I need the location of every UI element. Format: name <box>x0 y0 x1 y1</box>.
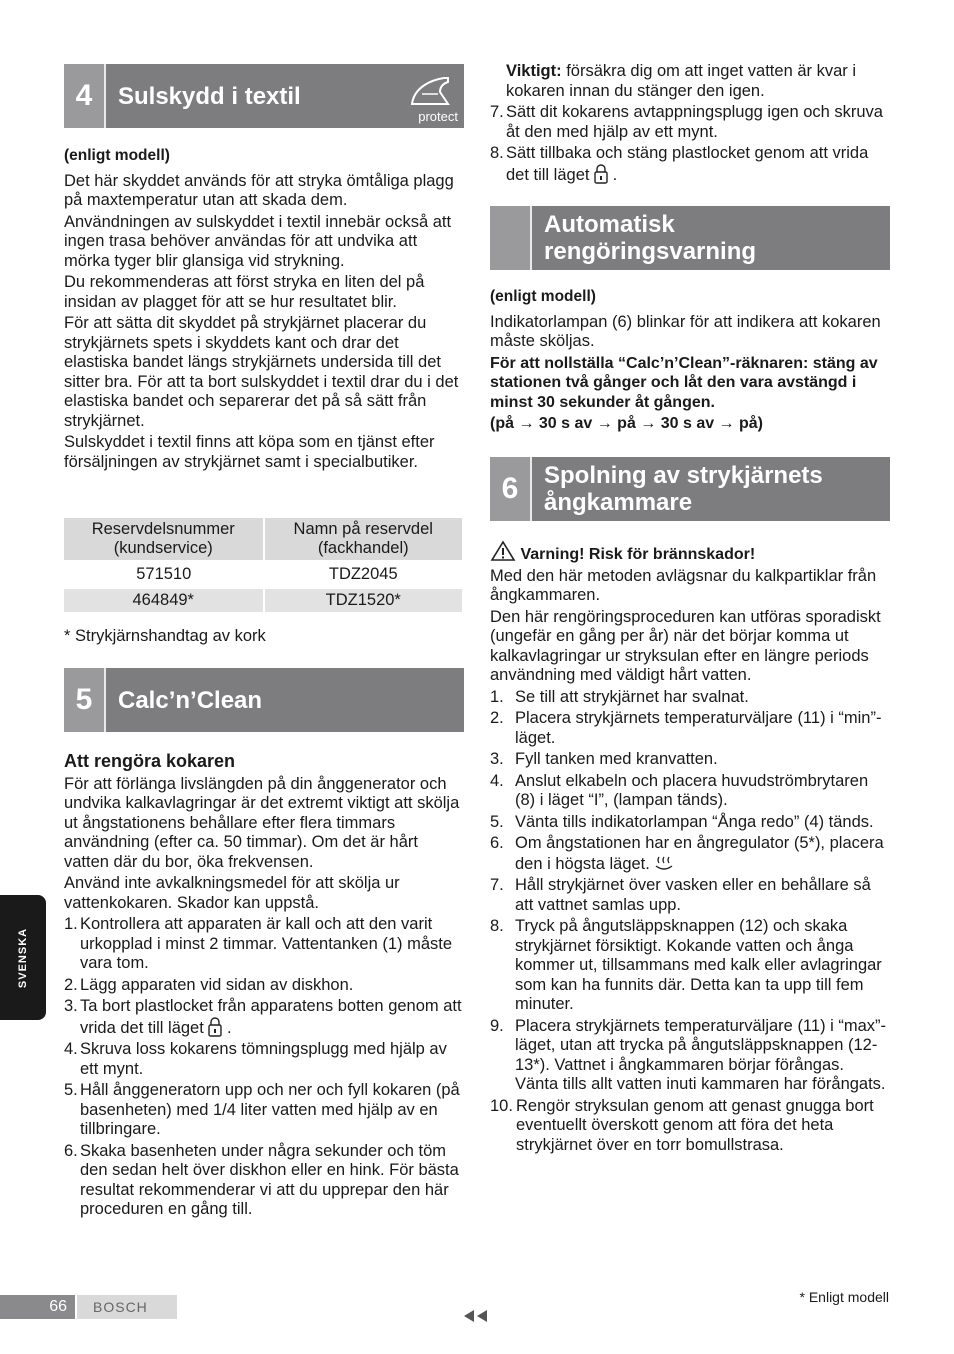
table-cell: 464849* <box>64 589 264 612</box>
model-note: (enligt modell) <box>490 288 596 305</box>
section-4-body <box>64 146 464 474</box>
spare-parts-table <box>64 518 464 612</box>
section-6a-header <box>490 206 890 270</box>
protect-label: protect <box>418 109 458 124</box>
paragraph: Med den här metoden avlägsnar du kalkpartiklar från ångkammaren. <box>490 566 877 604</box>
paragraph: För att nollställa “Calc’n’Clean”-räknaren: stäng av stationen två gånger och låt den vara avstängd i minst 30 sekunder åt gången. <box>490 354 878 411</box>
language-tab <box>0 895 46 1020</box>
list-item: 1. Kontrollera att apparaten är kall och att den varit urkopplad i minst 2 timmar. Vattentanken (1) måste vara tom. <box>64 915 453 972</box>
list-item: 1. Se till att strykjärnet har svalnat. <box>490 687 749 706</box>
list-item: 3. Ta bort plastlocket från apparatens botten genom att vrida det till läget . <box>64 997 462 1037</box>
subheading: Att rengöra kokaren <box>64 751 236 771</box>
list-item: 5. Vänta tills indikatorlampan “Ånga redo” (4) tänds. <box>490 812 874 831</box>
list-item: 4. Skruva loss kokarens tömningsplugg med hjälp av ett mynt. <box>64 1040 447 1078</box>
list-item: 7. Håll strykjärnet över vasken eller en behållare så att vattnet samlas upp. <box>490 876 871 914</box>
steps-list <box>490 103 890 185</box>
section-5-body <box>64 752 464 1222</box>
paragraph: (på → 30 s av → på → 30 s av → på) <box>490 415 763 432</box>
paragraph: Det här skyddet används för att stryka ömtåliga plagg på maxtemperatur utan att skada dem. <box>64 171 454 209</box>
important-label: Viktigt: <box>506 62 562 80</box>
table-row <box>64 560 463 589</box>
list-item: 5. Håll ånggeneratorn upp och ner och fyll kokaren (på basenheten) med 1/4 liter vatten med hjälp av en tillbringare. <box>64 1081 460 1138</box>
section-number: 4 <box>64 64 106 128</box>
list-item: 4. Anslut elkabeln och placera huvudströmbrytaren (8) i läget “I”, (lampan tänds). <box>490 771 869 809</box>
list-item: 8. Tryck på ångutsläppsknappen (12) och skaka strykjärnet försiktigt. Kokande vatten och ånga kommer ut, tillsammans med kalk eller avlagringar som kan ha funnits där. Detta kan ta upp till fem minuter. <box>490 917 882 1013</box>
section-number-blank <box>490 206 532 270</box>
paragraph: För att förlänga livslängden på din ånggenerator och undvika kalkavlagringar är det extremt viktigt att skölja ut ångstationens behållare efter flera timmars användning (efter ca. 50 timmar). Om det är hårt vatten där du bor, öka frekvensen. <box>64 774 460 871</box>
warning-line <box>490 540 890 565</box>
paragraph: Sulskyddet i textil finns att köpa som en tjänst efter försäljningen av strykjärnet samt i specialbutiker. <box>64 433 435 471</box>
section-6-body <box>490 540 890 1157</box>
list-item: 2. Placera strykjärnets temperaturväljare (11) i “min”-läget. <box>490 709 882 747</box>
list-item: 2. Lägg apparaten vid sidan av diskhon. <box>64 975 354 994</box>
section-6a-body <box>490 287 890 436</box>
table-header: Namn på reservdel (fackhandel) <box>264 518 464 560</box>
warning-text: Varning! Risk för brännskador! <box>520 546 756 563</box>
footer-note: * Enligt modell <box>799 1289 889 1305</box>
paragraph: Indikatorlampan (6) blinkar för att indikera att kokaren måste sköljas. <box>490 312 881 350</box>
section-4-header <box>64 64 464 128</box>
paragraph: Användningen av sulskyddet i textil innebär också att ingen trasa behöver användas för att undvika att mörka tyger blir glansiga vid strykning. <box>64 212 452 270</box>
paragraph: Du rekommenderas att först stryka en liten del på insidan av plagget för att se hur resultatet blir. <box>64 273 425 311</box>
section-5-header <box>64 668 464 732</box>
steam-icon <box>654 854 674 872</box>
lock-icon <box>594 164 608 184</box>
brand-label: BOSCH <box>77 1295 177 1319</box>
paragraph: Den här rengöringsproceduren kan utföras sporadiskt (ungefär en gång per år) när det börjar komma ut kalkavlagringar ur stryksulan efter en längre periods användning med väldigt hårt vatten. <box>490 607 881 684</box>
table-header: Reservdelsnummer (kundservice) <box>64 518 264 560</box>
section-number: 5 <box>64 668 106 732</box>
lock-icon <box>208 1017 222 1037</box>
important-note <box>490 62 890 101</box>
paragraph: Använd inte avkalkningsmedel för att skölja ur vattenkokaren. Skador kan uppstå. <box>64 874 400 912</box>
section-number: 6 <box>490 457 532 521</box>
list-item: 6. Om ångstationen har en ångregulator (5*), placera den i högsta läget. <box>490 834 884 873</box>
section-title: Automatisk rengöringsvarning <box>544 211 757 265</box>
important-text: försäkra dig om att inget vatten är kvar i kokaren innan du stänger den igen. <box>506 62 857 100</box>
steps-list <box>64 915 464 1220</box>
list-item: 7. Sätt dit kokarens avtappningsplugg igen och skruva åt den med hjälp av ett mynt. <box>490 103 883 141</box>
steps-list <box>490 688 890 1156</box>
language-label: SVENSKA <box>17 927 29 988</box>
section-title: Calc’n’Clean <box>118 686 263 714</box>
list-item: 6. Skaka basenheten under några sekunder och töm den sedan helt över diskhon eller en hink. För bästa resultat rekommenderar vi att du upprepar den här proceduren en gång till. <box>64 1141 459 1218</box>
warning-icon <box>490 540 516 562</box>
right-top-body <box>490 62 890 187</box>
model-note: (enligt modell) <box>64 147 170 164</box>
paragraph: För att sätta dit skyddet på strykjärnet placerar du strykjärnets spets i skyddets kant och drar det elastiska bandet längs strykjärnets undersida till det sitter bra. För att ta bort sulskyddet i textil drar du i det elastiska bandet och separerar det på så sätt från strykjärnet. <box>64 314 459 430</box>
table-cell: 571510 <box>136 565 192 583</box>
back-arrows-icon[interactable] <box>462 1308 490 1324</box>
list-item: 9. Placera strykjärnets temperaturväljare (11) i “max”-läget, utan att trycka på ångutsläppsknappen (12-13*). Vattnet i ångkammaren börjar förångas. Vänta tills allt vatten inuti kammaren har förångats. <box>490 1016 887 1093</box>
table-cell: TDZ1520* <box>264 589 464 612</box>
section-title: Spolning av strykjärnets ångkammare <box>544 462 823 516</box>
page-number: 66 <box>0 1295 75 1319</box>
list-item: 8. Sätt tillbaka och stäng plastlocket genom att vrida det till läget . <box>490 144 869 184</box>
table-header-row <box>64 518 463 560</box>
section-6-header <box>490 457 890 521</box>
table-cell: TDZ2045 <box>328 565 398 583</box>
list-item: 10. Rengör stryksulan genom att genast gnugga bort eventuellt överskott genom att föra det heta strykjärnet över en torr bomullstrasa. <box>490 1096 874 1154</box>
section-title: Sulskydd i textil <box>118 82 301 110</box>
table-row <box>64 589 463 612</box>
list-item: 3. Fyll tanken med kranvatten. <box>490 750 718 768</box>
footnote: * Strykjärnshandtag av kork <box>64 627 266 645</box>
